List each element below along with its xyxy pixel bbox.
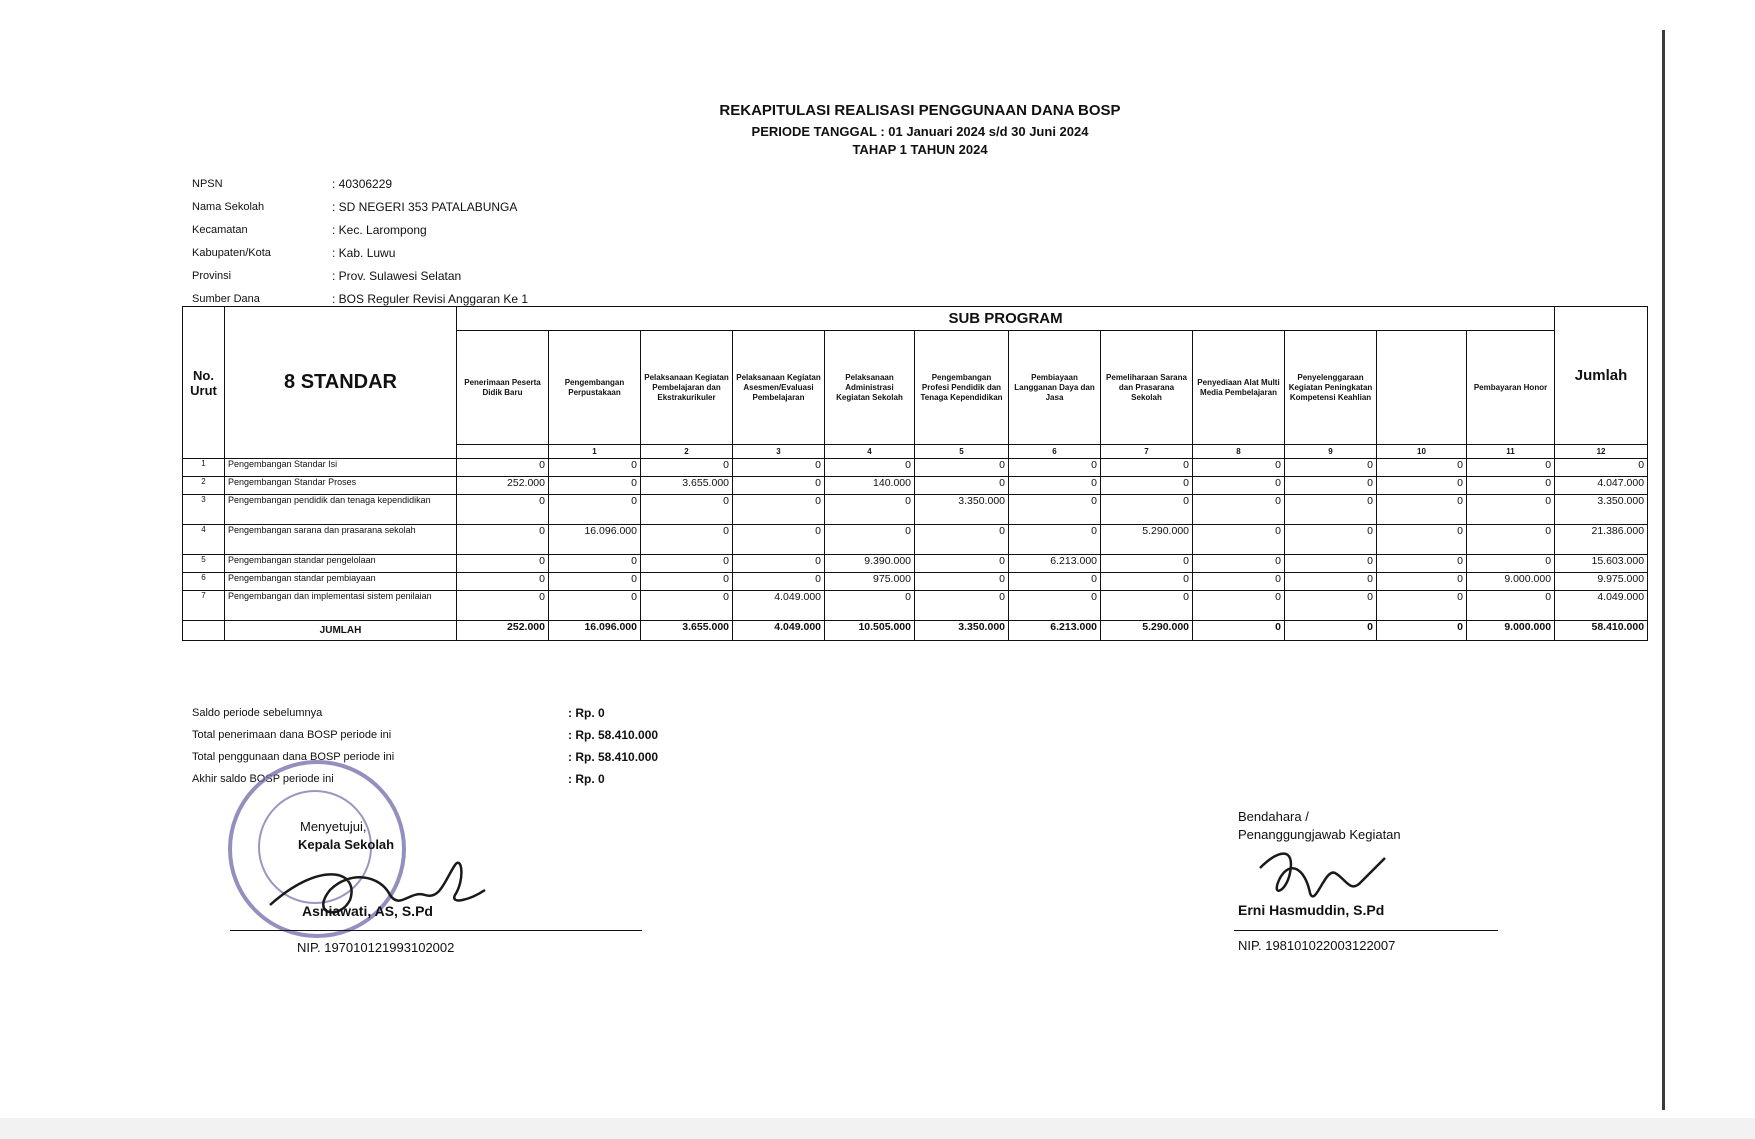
amount-cell: 0 (733, 555, 825, 573)
column-header (1377, 331, 1467, 445)
column-number: 5 (915, 445, 1009, 459)
amount-cell: 0 (915, 555, 1009, 573)
standard-name: Pengembangan standar pengelolaan (225, 555, 457, 573)
amount-cell: 0 (1467, 555, 1555, 573)
amount-cell: 975.000 (825, 573, 915, 591)
amount-cell: 0 (641, 459, 733, 477)
principal-nip: NIP. 197010121993102002 (297, 940, 455, 955)
amount-cell: 9.390.000 (825, 555, 915, 573)
amount-cell: 0 (641, 573, 733, 591)
amount-cell: 0 (1009, 525, 1101, 555)
amount-cell: 0 (641, 591, 733, 621)
standard-name: Pengembangan Standar Proses (225, 477, 457, 495)
period-line: PERIODE TANGGAL : 01 Januari 2024 s/d 30 Juni 2024 (751, 124, 1089, 139)
info-fund-source: Sumber Dana : BOS Reguler Revisi Anggaran Ke 1 (192, 291, 529, 306)
amount-cell: 0 (641, 525, 733, 555)
approval-label: Menyetujui, (300, 819, 367, 834)
column-header: Penyediaan Alat Multi Media Pembelajaran (1193, 331, 1285, 445)
amount-cell: 0 (915, 477, 1009, 495)
table-row (183, 459, 1648, 477)
column-header: Pemeliharaan Sarana dan Prasarana Sekolah (1101, 331, 1193, 445)
amount-cell: 0 (1377, 573, 1467, 591)
standard-name: Pengembangan dan implementasi sistem penilaian (225, 591, 457, 621)
column-header: Pengembangan Profesi Pendidik dan Tenaga Kependidikan (915, 331, 1009, 445)
total-amount: 0 (1285, 621, 1377, 641)
row-total: 9.975.000 (1555, 573, 1648, 591)
amount-cell: 0 (1009, 495, 1101, 525)
table-row (183, 591, 1648, 621)
amount-cell: 16.096.000 (549, 525, 641, 555)
amount-cell: 0 (1101, 591, 1193, 621)
amount-cell: 252.000 (457, 477, 549, 495)
row-total: 4.047.000 (1555, 477, 1648, 495)
amount-cell: 0 (1467, 525, 1555, 555)
amount-cell: 0 (1101, 573, 1193, 591)
summary-row: Akhir saldo BOSP periode ini : Rp. 0 (192, 772, 605, 786)
column-number: 3 (733, 445, 825, 459)
amount-cell: 0 (549, 495, 641, 525)
table-row (183, 495, 1648, 525)
column-header: Pelaksanaan Administrasi Kegiatan Sekolah (825, 331, 915, 445)
amount-cell: 0 (1377, 555, 1467, 573)
column-number: 9 (1285, 445, 1377, 459)
amount-cell: 0 (1101, 495, 1193, 525)
column-number: 8 (1193, 445, 1285, 459)
total-row (183, 621, 1648, 641)
amount-cell: 0 (1101, 477, 1193, 495)
standard-name: Pengembangan sarana dan prasarana sekolah (225, 525, 457, 555)
row-number: 4 (183, 525, 225, 555)
amount-cell: 4.049.000 (733, 591, 825, 621)
row-total: 3.350.000 (1555, 495, 1648, 525)
amount-cell: 0 (549, 477, 641, 495)
amount-cell: 0 (1009, 573, 1101, 591)
amount-cell: 0 (1377, 459, 1467, 477)
amount-cell: 0 (1009, 477, 1101, 495)
treasurer-sign-line (1234, 930, 1498, 931)
stage-line: TAHAP 1 TAHUN 2024 (852, 142, 988, 157)
amount-cell: 0 (1377, 495, 1467, 525)
row-total: 4.049.000 (1555, 591, 1648, 621)
recap-table (182, 306, 1648, 641)
amount-cell: 0 (1467, 495, 1555, 525)
amount-cell: 0 (457, 495, 549, 525)
column-number: 12 (1555, 445, 1648, 459)
total-blank (183, 621, 225, 641)
amount-cell: 3.655.000 (641, 477, 733, 495)
principal-sign-line (230, 930, 642, 931)
column-number: 6 (1009, 445, 1101, 459)
amount-cell: 0 (1467, 477, 1555, 495)
column-number: 1 (549, 445, 641, 459)
amount-cell: 0 (1193, 555, 1285, 573)
amount-cell: 5.290.000 (1101, 525, 1193, 555)
amount-cell: 0 (457, 459, 549, 477)
amount-cell: 0 (825, 459, 915, 477)
amount-cell: 0 (733, 525, 825, 555)
amount-cell: 0 (1467, 591, 1555, 621)
total-label: JUMLAH (225, 621, 457, 641)
table-row (183, 555, 1648, 573)
column-number: 10 (1377, 445, 1467, 459)
amount-cell: 0 (1193, 495, 1285, 525)
amount-cell: 0 (549, 459, 641, 477)
amount-cell: 0 (1193, 573, 1285, 591)
column-header: Pembiayaan Langganan Daya dan Jasa (1009, 331, 1101, 445)
amount-cell: 0 (1101, 555, 1193, 573)
amount-cell: 140.000 (825, 477, 915, 495)
table-row (183, 573, 1648, 591)
amount-cell: 0 (1377, 525, 1467, 555)
amount-cell: 0 (457, 525, 549, 555)
amount-cell: 0 (1285, 573, 1377, 591)
column-header: Pembayaran Honor (1467, 331, 1555, 445)
column-number: 7 (1101, 445, 1193, 459)
amount-cell: 0 (1467, 459, 1555, 477)
amount-cell: 0 (733, 477, 825, 495)
header-jumlah: Jumlah (1555, 307, 1648, 445)
amount-cell: 0 (1009, 459, 1101, 477)
amount-cell: 0 (915, 459, 1009, 477)
amount-cell: 0 (641, 555, 733, 573)
header-8-standar: 8 STANDAR (225, 307, 457, 459)
row-number: 5 (183, 555, 225, 573)
table-body (183, 459, 1648, 641)
principal-name: Asniawati, AS, S.Pd (302, 903, 433, 919)
table-row (183, 477, 1648, 495)
standard-name: Pengembangan pendidik dan tenaga kependidikan (225, 495, 457, 525)
amount-cell: 0 (825, 495, 915, 525)
amount-cell: 0 (733, 495, 825, 525)
amount-cell: 0 (457, 591, 549, 621)
total-amount: 9.000.000 (1467, 621, 1555, 641)
column-header: Penyelenggaraan Kegiatan Peningkatan Kompetensi Keahlian (1285, 331, 1377, 445)
amount-cell: 0 (1285, 477, 1377, 495)
column-number-blank (457, 445, 549, 459)
treasurer-label: Bendahara / (1238, 809, 1309, 824)
total-amount: 6.213.000 (1009, 621, 1101, 641)
total-amount: 10.505.000 (825, 621, 915, 641)
amount-cell: 0 (457, 573, 549, 591)
column-header: Pelaksanaan Kegiatan Asesmen/Evaluasi Pembelajaran (733, 331, 825, 445)
header-sub-program: SUB PROGRAM (457, 307, 1555, 331)
amount-cell: 0 (549, 555, 641, 573)
grand-total: 58.410.000 (1555, 621, 1648, 641)
total-amount: 4.049.000 (733, 621, 825, 641)
amount-cell: 0 (641, 495, 733, 525)
table-row (183, 525, 1648, 555)
row-total: 15.603.000 (1555, 555, 1648, 573)
amount-cell: 0 (1193, 459, 1285, 477)
paper-edge (1662, 30, 1665, 1110)
standard-name: Pengembangan Standar Isi (225, 459, 457, 477)
row-number: 3 (183, 495, 225, 525)
amount-cell: 0 (915, 591, 1009, 621)
scan-background (0, 1118, 1755, 1139)
amount-cell: 0 (1193, 477, 1285, 495)
amount-cell: 6.213.000 (1009, 555, 1101, 573)
column-header: Pengembangan Perpustakaan (549, 331, 641, 445)
total-amount: 0 (1193, 621, 1285, 641)
column-header: Penerimaan Peserta Didik Baru (457, 331, 549, 445)
amount-cell: 0 (549, 573, 641, 591)
info-regency: Kabupaten/Kota : Kab. Luwu (192, 245, 396, 260)
amount-cell: 0 (1009, 591, 1101, 621)
school-info (192, 172, 528, 310)
amount-cell: 0 (1285, 495, 1377, 525)
amount-cell: 0 (1285, 555, 1377, 573)
amount-cell: 0 (733, 573, 825, 591)
info-school-name: Nama Sekolah : SD NEGERI 353 PATALABUNGA (192, 199, 518, 214)
row-number: 1 (183, 459, 225, 477)
row-number: 2 (183, 477, 225, 495)
summary-row: Total penerimaan dana BOSP periode ini : Rp. 58.410.000 (192, 728, 659, 742)
amount-cell: 0 (1285, 459, 1377, 477)
amount-cell: 0 (1193, 591, 1285, 621)
amount-cell: 0 (549, 591, 641, 621)
info-district: Kecamatan : Kec. Larompong (192, 222, 427, 237)
column-number: 4 (825, 445, 915, 459)
amount-cell: 0 (457, 555, 549, 573)
amount-cell: 0 (1101, 459, 1193, 477)
row-total: 0 (1555, 459, 1648, 477)
amount-cell: 3.350.000 (915, 495, 1009, 525)
total-amount: 5.290.000 (1101, 621, 1193, 641)
info-province: Provinsi : Prov. Sulawesi Selatan (192, 268, 462, 283)
row-number: 7 (183, 591, 225, 621)
column-number: 11 (1467, 445, 1555, 459)
principal-role: Kepala Sekolah (298, 837, 395, 852)
column-header: Pelaksanaan Kegiatan Pembelajaran dan Ekstrakurikuler (641, 331, 733, 445)
amount-cell: 0 (1377, 591, 1467, 621)
total-amount: 252.000 (457, 621, 549, 641)
total-amount: 3.655.000 (641, 621, 733, 641)
row-total: 21.386.000 (1555, 525, 1648, 555)
total-amount: 16.096.000 (549, 621, 641, 641)
balance-summary (192, 702, 658, 790)
info-npsn: NPSN : 40306229 (192, 176, 393, 191)
amount-cell: 0 (733, 459, 825, 477)
treasurer-role: Penanggungjawab Kegiatan (1238, 827, 1401, 842)
standard-name: Pengembangan standar pembiayaan (225, 573, 457, 591)
document-title: REKAPITULASI REALISASI PENGGUNAAN DANA BOSP (719, 102, 1121, 119)
summary-row: Total penggunaan dana BOSP periode ini : Rp. 58.410.000 (192, 750, 659, 764)
amount-cell: 0 (1285, 525, 1377, 555)
amount-cell: 0 (1193, 525, 1285, 555)
header-no-urut: No. Urut (183, 307, 225, 459)
total-amount: 3.350.000 (915, 621, 1009, 641)
amount-cell: 0 (1377, 477, 1467, 495)
amount-cell: 9.000.000 (1467, 573, 1555, 591)
row-number: 6 (183, 573, 225, 591)
amount-cell: 0 (825, 591, 915, 621)
amount-cell: 0 (1285, 591, 1377, 621)
amount-cell: 0 (825, 525, 915, 555)
treasurer-name: Erni Hasmuddin, S.Pd (1238, 902, 1385, 918)
summary-row: Saldo periode sebelumnya : Rp. 0 (192, 706, 605, 720)
total-amount: 0 (1377, 621, 1467, 641)
amount-cell: 0 (915, 525, 1009, 555)
treasurer-nip: NIP. 198101022003122007 (1238, 938, 1396, 953)
amount-cell: 0 (915, 573, 1009, 591)
column-number: 2 (641, 445, 733, 459)
